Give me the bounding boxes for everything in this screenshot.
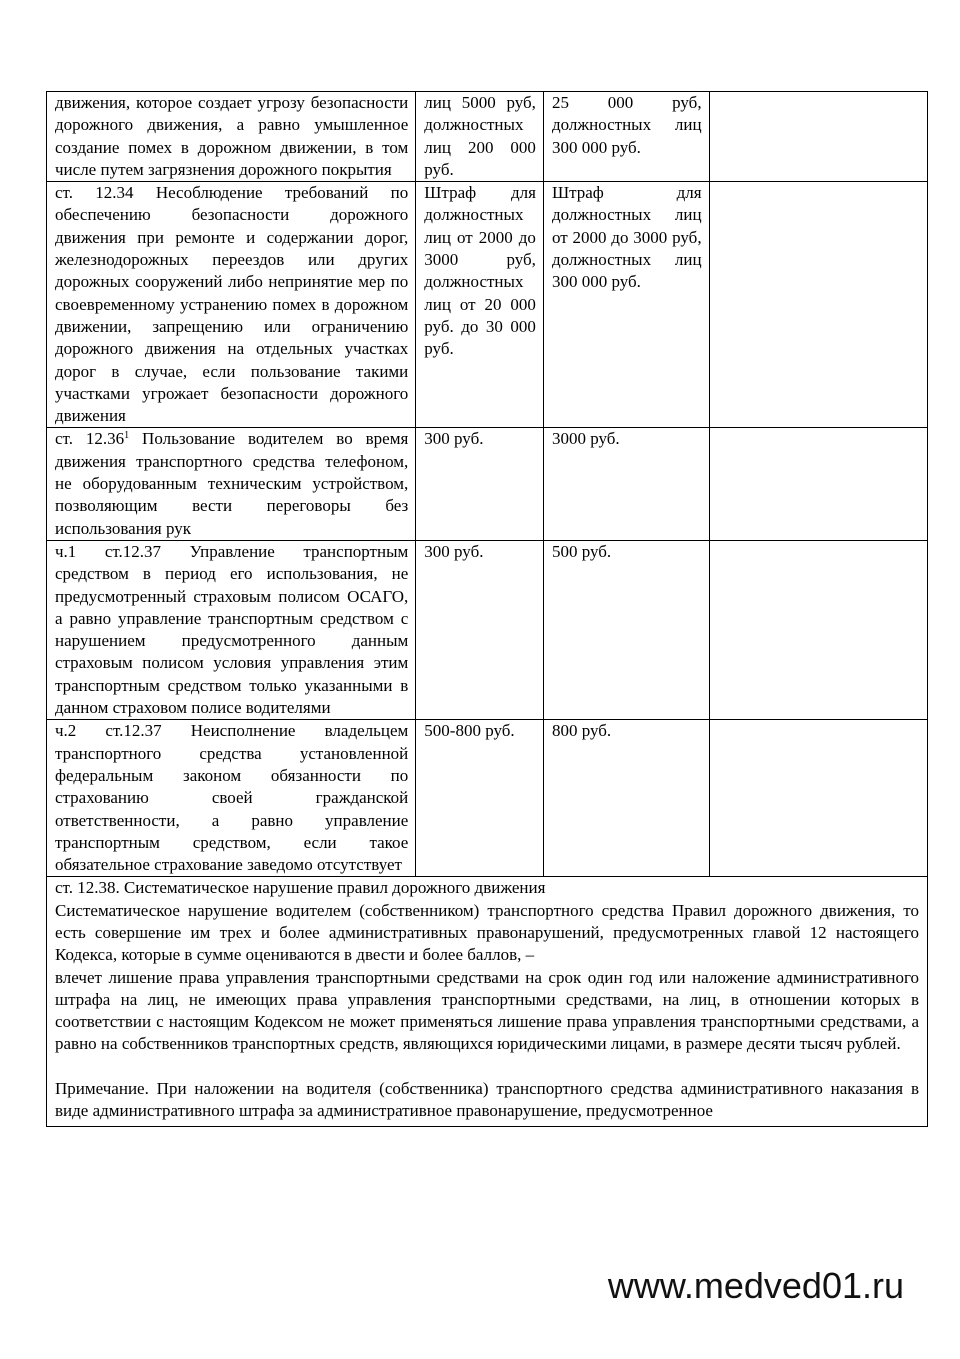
row-old-fine: 500-800 руб.	[416, 720, 544, 877]
article-note: Примечание. При наложении на водителя (собственника) транспортного средства административного наказания в виде административного штрафа за административное правонарушение, предусмотренное	[55, 1078, 919, 1121]
row-description: движения, которое создает угрозу безопасности дорожного движения, а равно умышленное создание помех в дорожном движении, в том числе путем загрязнения дорожного покрытия	[47, 92, 416, 182]
row-new-fine: 25 000 руб, должностных лиц 300 000 руб.	[543, 92, 709, 182]
row-old-fine: Штраф для должностных лиц от 2000 до 3000 руб, должностных лиц от 20 000 руб. до 30 000 руб.	[416, 182, 544, 428]
table-row	[47, 540, 928, 719]
row-note	[709, 540, 927, 719]
table-row	[47, 428, 928, 540]
row-new-fine: 500 руб.	[543, 540, 709, 719]
table-row	[47, 182, 928, 428]
row-old-fine: 300 руб.	[416, 428, 544, 540]
article-paragraph: влечет лишение права управления транспортными средствами на срок один год или наложение административного штрафа на лиц, не имеющих права управления транспортными средствами, на лиц, в отношении которых в соответствии с настоящим Кодексом не может применяться лишение права управления транспортными средствами, а равно на собственников транспортных средств, являющихся юридическими лицами, в размере десяти тысяч рублей.	[55, 967, 919, 1054]
row-description: ст. 12.34 Несоблюдение требований по обеспечению безопасности дорожного движения при ремонте и содержании дорог, железнодорожных переездов или других дорожных сооружений либо непринятие мер по своевременному устранению помех в дорожном движении, запрещению или ограничению дорожного движения на отдельных участках дорог в случае, если пользование такими участками угрожает безопасности дорожного движения	[47, 182, 416, 428]
row-new-fine: 800 руб.	[543, 720, 709, 877]
row-description: ч.1 ст.12.37 Управление транспортным средством в период его использования, не предусмотренный страховым полисом ОСАГО, а равно управление транспортным средством с нарушением предусмотренного данным страховым полисом условия управления этим транспортным средством только указанными в данном страховом полисе водителями	[47, 540, 416, 719]
row-new-fine: Штраф для должностных лиц от 2000 до 3000 руб, должностных лиц 300 000 руб.	[543, 182, 709, 428]
row-old-fine: 300 руб.	[416, 540, 544, 719]
row-description: ч.2 ст.12.37 Неисполнение владельцем транспортного средства установленной федеральным законом обязанности по страхованию своей гражданской ответственности, а равно управление транспортным средством, если такое обязательное страхование заведомо отсутствует	[47, 720, 416, 877]
article-text: Пользование водителем во время движения транспортного средства телефоном, не оборудованным техническим устройством, позволяющим вести переговоры без использования рук	[55, 429, 409, 538]
article-12-38-cell	[47, 877, 928, 1127]
article-title: ст. 12.38. Систематическое нарушение правил дорожного движения	[55, 878, 546, 898]
site-watermark: www.medved01.ru	[607, 1265, 904, 1306]
article-paragraph: Систематическое нарушение водителем (собственником) транспортного средства Правил дорожного движения, то есть совершение им трех и более административных правонарушений, предусмотренных главой 12 настоящего Кодекса, которые в сумме оцениваются в двести и более баллов, –	[55, 900, 919, 965]
table-row	[47, 92, 928, 182]
article-superscript: 1	[124, 430, 130, 442]
table-row	[47, 720, 928, 877]
table-row-article-12-38	[47, 877, 928, 1127]
article-number: ст. 12.36	[55, 429, 125, 449]
row-old-fine: лиц 5000 руб, должностных лиц 200 000 руб.	[416, 92, 544, 182]
row-note	[709, 428, 927, 540]
row-new-fine: 3000 руб.	[543, 428, 709, 540]
row-note	[709, 182, 927, 428]
row-description	[47, 428, 416, 540]
row-note	[709, 720, 927, 877]
row-note	[709, 92, 927, 182]
paragraph-gap	[55, 1056, 919, 1078]
fines-table	[46, 91, 928, 1127]
